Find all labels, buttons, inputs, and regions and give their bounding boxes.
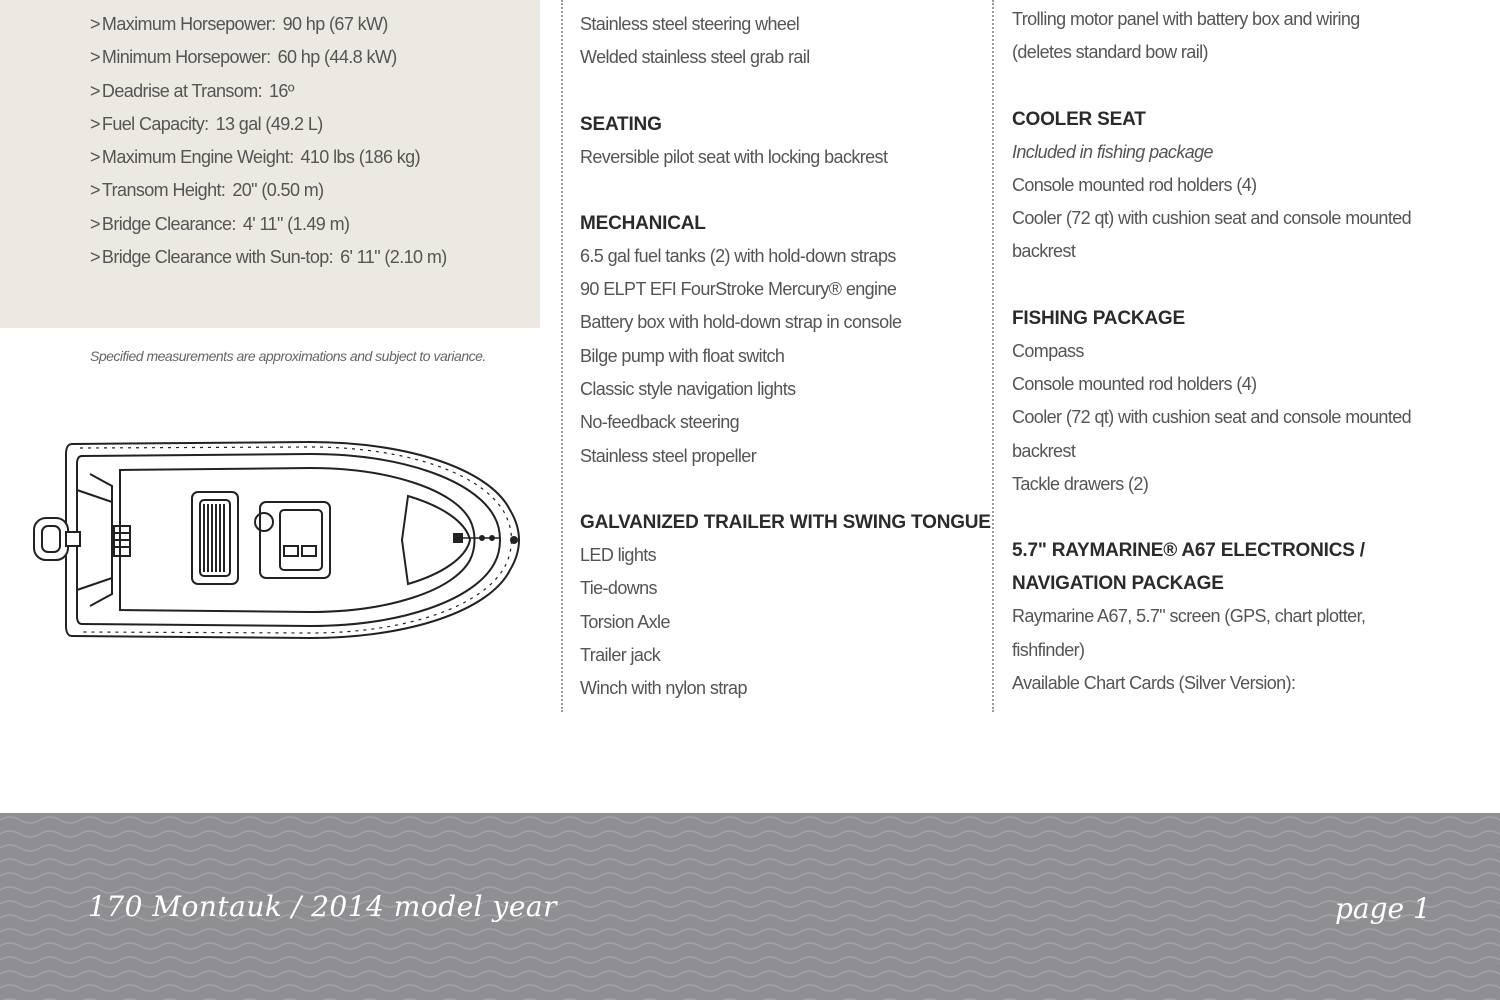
right-column (1012, 3, 1411, 700)
spec-item: > Maximum Horsepower : 90 hp (67 kW) (90, 8, 447, 41)
section-heading-electronics: 5.7" RAYMARINE® A67 ELECTRONICS / (1012, 540, 1365, 562)
section-heading-mechanical: MECHANICAL (580, 212, 706, 234)
boat-top-view-drawing (30, 430, 530, 650)
section-heading-fishing-package: FISHING PACKAGE (1012, 307, 1185, 329)
feature-line: Cooler (72 qt) with cushion seat and console mounted (1012, 407, 1412, 428)
footer-model-title: 170 Montauk / 2014 model year (88, 890, 557, 923)
footer-page-number: page 1 (1335, 892, 1431, 925)
feature-line: Winch with nylon strap (580, 678, 747, 699)
spec-list (90, 8, 447, 274)
feature-line: Classic style navigation lights (580, 379, 796, 400)
spec-item: > Deadrise at Transom : 16º (90, 75, 447, 108)
spec-item: > Bridge Clearance : 4' 11" (1.49 m) (90, 208, 447, 241)
feature-line: Tackle drawers (2) (1012, 473, 1149, 494)
feature-line: Cooler (72 qt) with cushion seat and console mounted (1012, 208, 1412, 229)
spec-item: > Bridge Clearance with Sun-top : 6' 11" (2.10 m) (90, 241, 447, 274)
column-divider-right (992, 0, 994, 712)
section-heading-trailer: GALVANIZED TRAILER WITH SWING TONGUE (580, 511, 991, 533)
feature-line: Reversible pilot seat with locking backrest (580, 146, 888, 167)
feature-line: (deletes standard bow rail) (1012, 42, 1208, 63)
specifications-panel (0, 0, 540, 328)
feature-line: No-feedback steering (580, 412, 740, 433)
feature-line: Trolling motor panel with battery box and wiring (1012, 9, 1360, 29)
middle-column (580, 8, 991, 705)
package-note: Included in fishing package (1012, 141, 1213, 162)
feature-line: Bilge pump with float switch (580, 345, 785, 366)
feature-line: Trailer jack (580, 644, 661, 665)
spec-item: > Fuel Capacity : 13 gal (49.2 L) (90, 108, 447, 141)
feature-line: Stainless steel propeller (580, 445, 757, 466)
column-divider-left (561, 0, 563, 712)
section-heading-cooler-seat: COOLER SEAT (1012, 108, 1146, 130)
section-heading-electronics-line2: NAVIGATION PACKAGE (1012, 573, 1224, 595)
feature-line: LED lights (580, 544, 657, 565)
feature-line: Welded stainless steel grab rail (580, 47, 810, 68)
feature-line: Raymarine A67, 5.7" screen (GPS, chart plotter, (1012, 606, 1366, 627)
feature-line: Console mounted rod holders (4) (1012, 174, 1257, 195)
feature-line: backrest (1012, 440, 1076, 461)
feature-line: Compass (1012, 340, 1084, 361)
feature-line: Stainless steel steering wheel (580, 14, 800, 34)
measurement-disclaimer: Specified measurements are approximations and subject to variance. (90, 348, 486, 364)
spec-item: > Maximum Engine Weight : 410 lbs (186 kg) (90, 141, 447, 174)
spec-item: > Minimum Horsepower : 60 hp (44.8 kW) (90, 41, 447, 74)
feature-line: Console mounted rod holders (4) (1012, 374, 1257, 395)
feature-line: Torsion Axle (580, 611, 670, 632)
feature-line: 6.5 gal fuel tanks (2) with hold-down straps (580, 245, 896, 266)
feature-line: Battery box with hold-down strap in console (580, 312, 902, 333)
feature-line: 90 ELPT EFI FourStroke Mercury® engine (580, 279, 897, 300)
feature-line: Available Chart Cards (Silver Version): (1012, 672, 1296, 693)
feature-line: fishfinder) (1012, 639, 1085, 660)
section-heading-seating: SEATING (580, 113, 662, 135)
spec-item: > Transom Height : 20" (0.50 m) (90, 174, 447, 207)
feature-line: Tie-downs (580, 578, 657, 599)
feature-line: backrest (1012, 241, 1076, 262)
